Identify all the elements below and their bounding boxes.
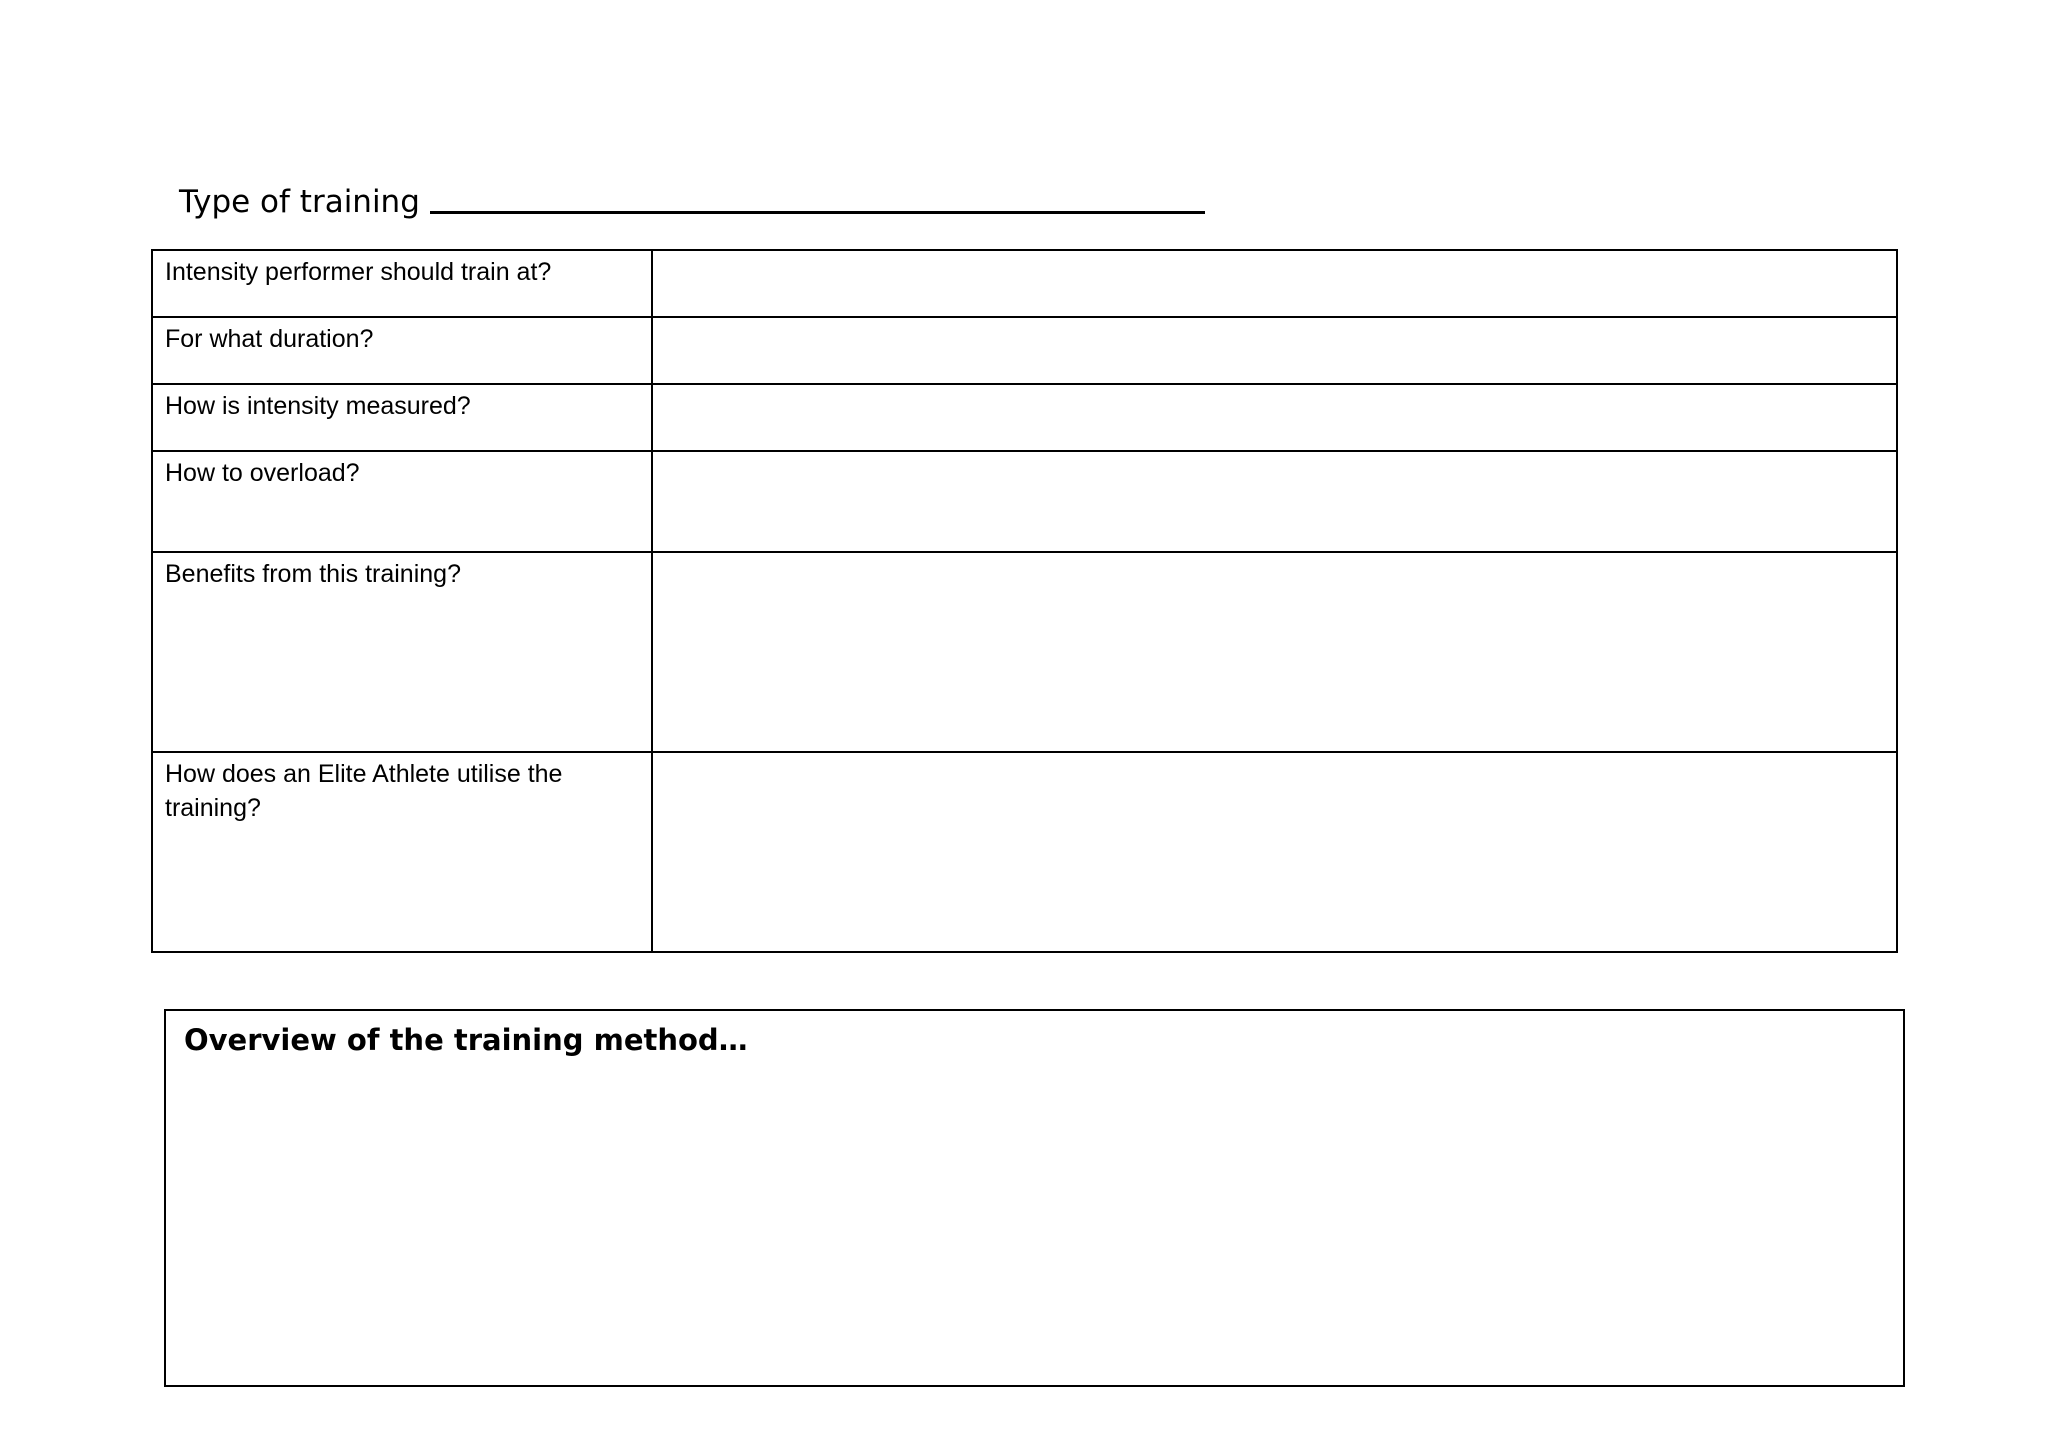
question-cell: How to overload?	[152, 451, 652, 552]
question-cell: Benefits from this training?	[152, 552, 652, 752]
table-row	[152, 317, 1897, 384]
table-row	[152, 752, 1897, 952]
table-row	[152, 451, 1897, 552]
question-cell: How does an Elite Athlete utilise the training?	[152, 752, 652, 952]
table-row	[152, 552, 1897, 752]
overview-heading: Overview of the training method…	[184, 1023, 748, 1057]
training-type-blank[interactable]	[430, 211, 1205, 214]
question-cell: Intensity performer should train at?	[152, 250, 652, 317]
answer-cell[interactable]	[652, 752, 1897, 952]
question-cell: For what duration?	[152, 317, 652, 384]
table-row	[152, 384, 1897, 451]
answer-cell[interactable]	[652, 317, 1897, 384]
table-row	[152, 250, 1897, 317]
question-cell: How is intensity measured?	[152, 384, 652, 451]
answer-cell[interactable]	[652, 451, 1897, 552]
training-type-label: Type of training	[179, 184, 420, 220]
answer-cell[interactable]	[652, 384, 1897, 451]
answer-cell[interactable]	[652, 552, 1897, 752]
answer-cell[interactable]	[652, 250, 1897, 317]
training-type-line	[179, 176, 1205, 220]
training-questions-table	[151, 249, 1898, 953]
overview-box[interactable]	[164, 1009, 1905, 1387]
